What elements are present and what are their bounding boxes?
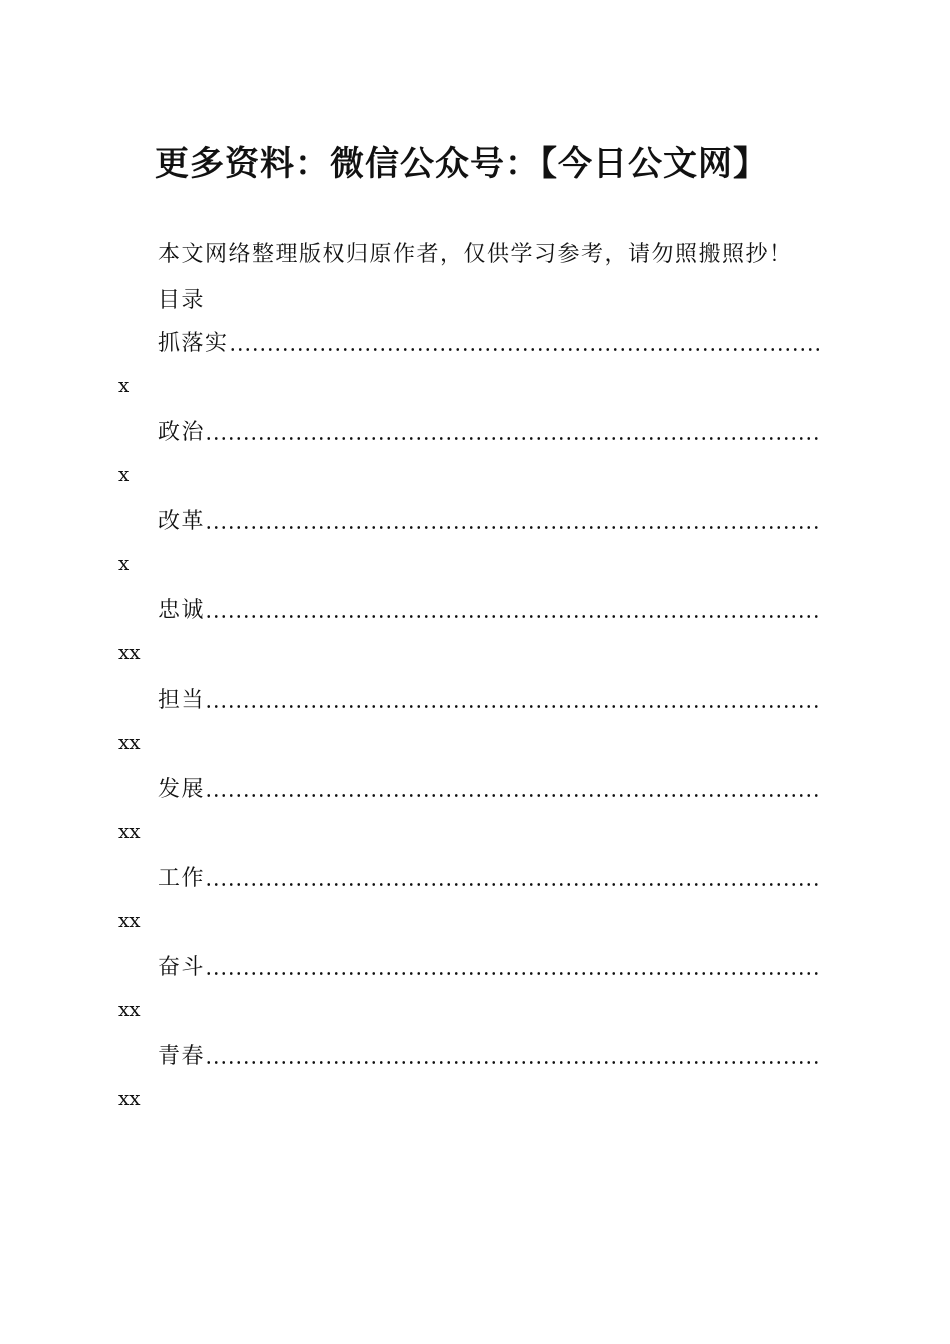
- toc-entry-page: x: [118, 373, 130, 397]
- toc-entry-label: 政治: [158, 420, 206, 445]
- toc-entry[interactable]: [0, 951, 950, 1041]
- document-title: 更多资料：微信公众号：【今日公文网】: [155, 144, 768, 184]
- toc-entry-label: 改革: [158, 509, 206, 534]
- toc-entry-page: xx: [118, 908, 141, 932]
- toc-entry-label: 青春: [158, 1044, 206, 1069]
- toc-line: [158, 505, 820, 535]
- toc-heading: 目录: [158, 288, 206, 313]
- toc-entry-label: 工作: [158, 866, 206, 891]
- dot-leader: [205, 883, 820, 886]
- toc-entry-label: 发展: [158, 777, 206, 802]
- dot-leader: [205, 615, 820, 618]
- toc-entry-page: x: [118, 551, 130, 575]
- toc-line: [158, 594, 820, 624]
- toc-entry-label: 忠诚: [158, 598, 206, 623]
- toc-entry-page: xx: [118, 1086, 141, 1110]
- toc-line: [158, 327, 820, 357]
- toc-entry[interactable]: [0, 594, 950, 684]
- toc-entry[interactable]: [0, 505, 950, 595]
- toc-line: [158, 773, 820, 803]
- toc-entry[interactable]: [0, 862, 950, 952]
- toc-line: [158, 684, 820, 714]
- toc-entry[interactable]: [0, 773, 950, 863]
- toc-entry[interactable]: [0, 327, 950, 417]
- toc-entry-page: xx: [118, 730, 141, 754]
- toc-entry[interactable]: [0, 684, 950, 774]
- dot-leader: [205, 526, 820, 529]
- dot-leader: [205, 794, 820, 797]
- toc-entry-label: 担当: [158, 688, 206, 713]
- toc-line: [158, 862, 820, 892]
- toc-entry-page: x: [118, 462, 130, 486]
- toc-entry-label: 抓落实: [158, 331, 229, 356]
- toc-line: [158, 1040, 820, 1070]
- toc-line: [158, 416, 820, 446]
- toc-entry-label: 奋斗: [158, 955, 206, 980]
- toc-entry[interactable]: [0, 416, 950, 506]
- copyright-notice: 本文网络整理版权归原作者，仅供学习参考，请勿照搬照抄！: [158, 242, 793, 267]
- dot-leader: [205, 437, 820, 440]
- dot-leader: [229, 348, 820, 351]
- dot-leader: [205, 972, 820, 975]
- toc-line: [158, 951, 820, 981]
- dot-leader: [205, 1061, 820, 1064]
- dot-leader: [205, 705, 820, 708]
- toc-entry-page: xx: [118, 997, 141, 1021]
- toc-entry[interactable]: [0, 1040, 950, 1130]
- toc-entry-page: xx: [118, 640, 141, 664]
- toc-entry-page: xx: [118, 819, 141, 843]
